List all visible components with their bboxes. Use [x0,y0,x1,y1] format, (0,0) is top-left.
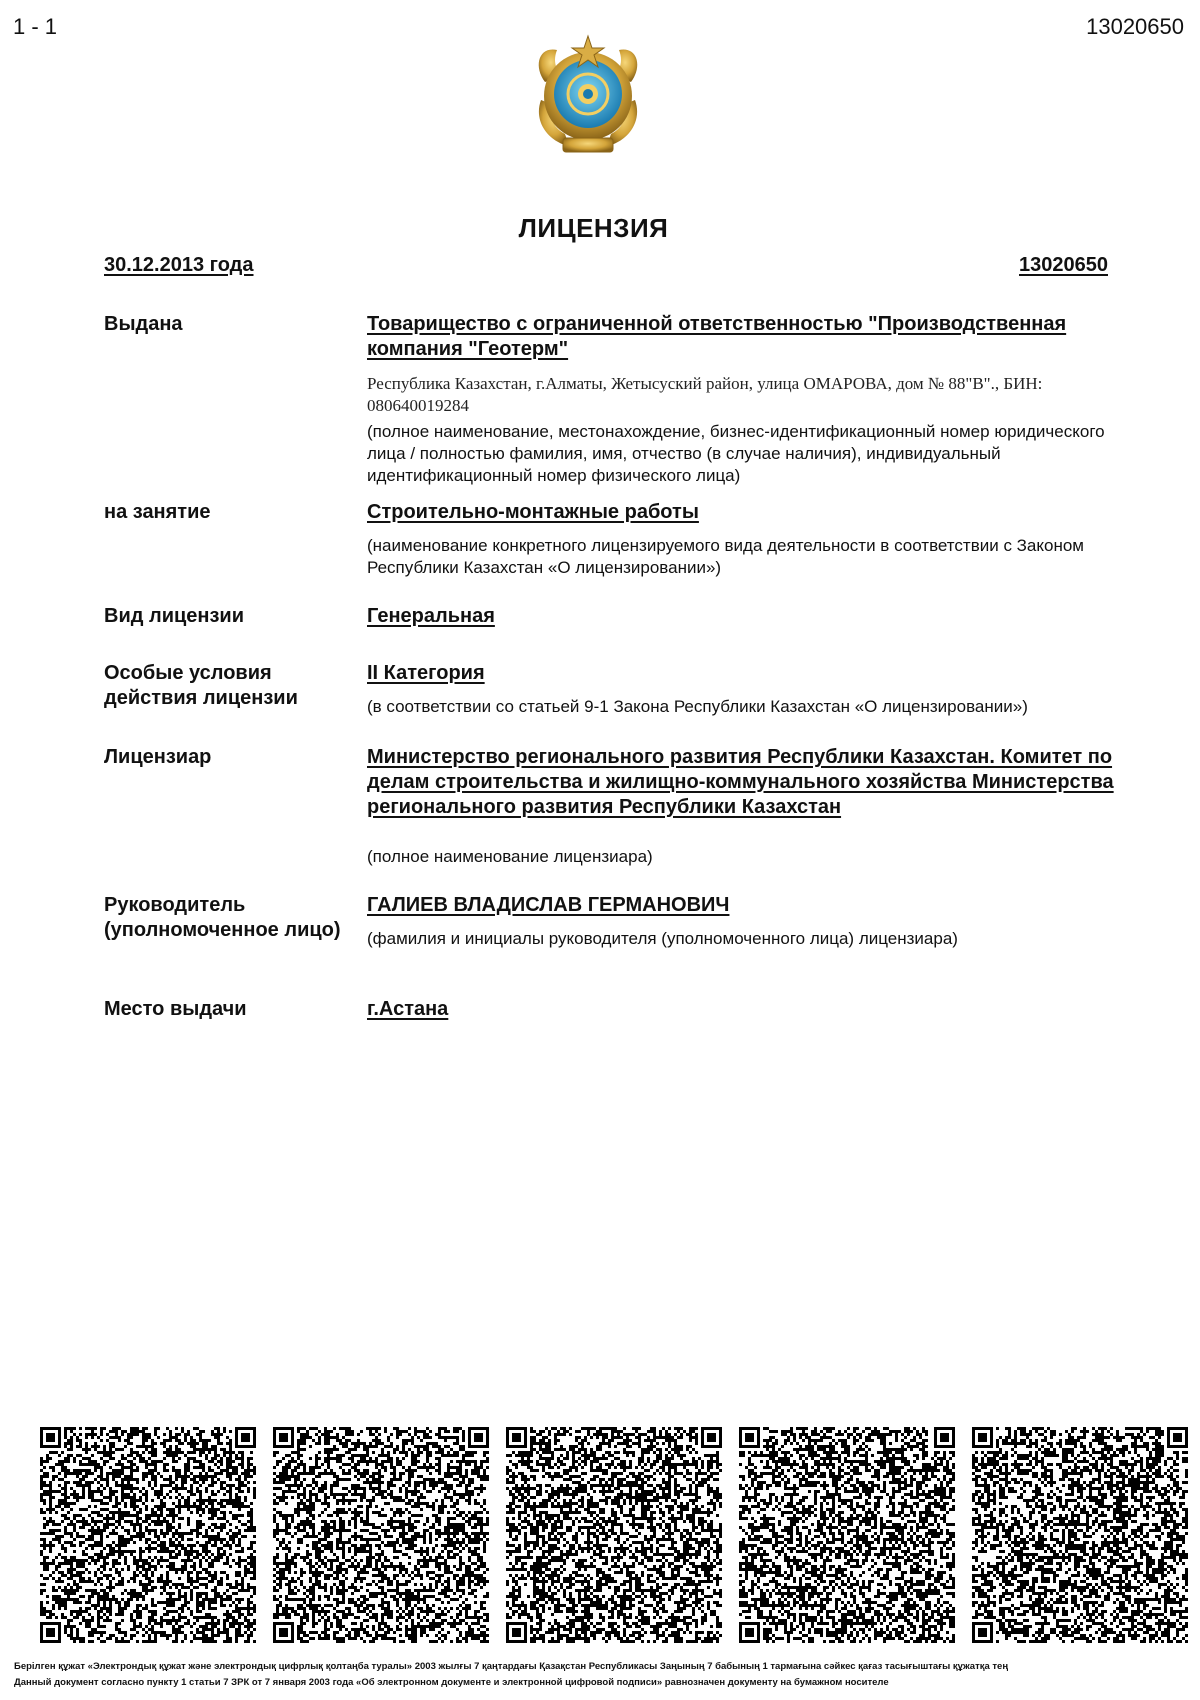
footer-legal-ru: Данный документ согласно пункту 1 статьи 7 ЗРК от 7 января 2003 года «Об электронном документе и электронной цифровой подписи» равнозначен документу на бумажном носителе [14,1677,889,1688]
place-label: Место выдачи [104,998,247,1020]
document-title: ЛИЦЕНЗИЯ [518,213,669,243]
head-label-line2: (уполномоченное лицо) [104,919,341,941]
licensor-note: (полное наименование лицензиара) [367,847,653,866]
license-number: 13020650 [1019,254,1108,276]
activity-label: на занятие [104,501,211,523]
kazakhstan-state-emblem-icon [523,30,653,160]
special-conditions-label-line2: действия лицензии [104,687,298,709]
issued-to-address: Республика Казахстан, г.Алматы, Жетысуский район, улица ОМАРОВА, дом № 88"В"., БИН: 080640019284 [367,374,1043,415]
head-note: (фамилия и инициалы руководителя (уполномоченного лица) лицензиара) [367,929,958,948]
issued-to-note: (полное наименование, местонахождение, бизнес-идентификационный номер юридического лица / полностью фамилия, имя, отчество (в случае наличия), индивидуальный идентификационный номер физического лица) [367,422,1105,485]
issued-to-value: Товарищество с ограниченной ответственностью "Производственная компания "Геотерм" [367,313,1067,360]
special-conditions-value: II Категория [367,662,485,684]
footer-legal-kz: Берілген құжат «Электрондық құжат және электрондық цифрлық қолтаңба туралы» 2003 жылғы 7 қаңтардағы Қазақстан Республикасы Заңының 7 бабының 1 тармағына сәйкес қағаз тасығыштағы құжатқа тең [14,1661,1009,1672]
special-conditions-label [104,661,298,711]
document-number-corner: 13020650 [1086,14,1184,39]
head-label-line1: Руководитель [104,894,246,916]
special-conditions-label-line1: Особые условия [104,662,272,684]
head-value: ГАЛИЕВ ВЛАДИСЛАВ ГЕРМАНОВИЧ [367,894,730,916]
licensor-value: Министерство регионального развития Республики Казахстан. Комитет по делам строительства и жилищно-коммунального хозяйства Министерства регионального развития Республики Казахстан [367,746,1114,818]
qr-code-3 [506,1427,722,1643]
page-indicator: 1 - 1 [13,14,58,39]
activity-value: Строительно-монтажные работы [367,501,699,523]
licensor-label: Лицензиар [104,746,212,768]
activity-note: (наименование конкретного лицензируемого вида деятельности в соответствии с Законом Республики Казахстан «О лицензировании») [367,536,1084,577]
special-conditions-note: (в соответствии со статьей 9-1 Закона Республики Казахстан «О лицензировании») [367,697,1028,716]
qr-code-5 [972,1427,1188,1643]
qr-code-4 [739,1427,955,1643]
issue-date: 30.12.2013 года [104,254,254,276]
qr-code-1 [40,1427,256,1643]
issued-to-label: Выдана [104,313,183,335]
qr-code-2 [273,1427,489,1643]
license-type-label: Вид лицензии [104,605,245,627]
head-label [104,893,341,943]
place-value: г.Астана [367,998,449,1020]
license-type-value: Генеральная [367,605,495,627]
